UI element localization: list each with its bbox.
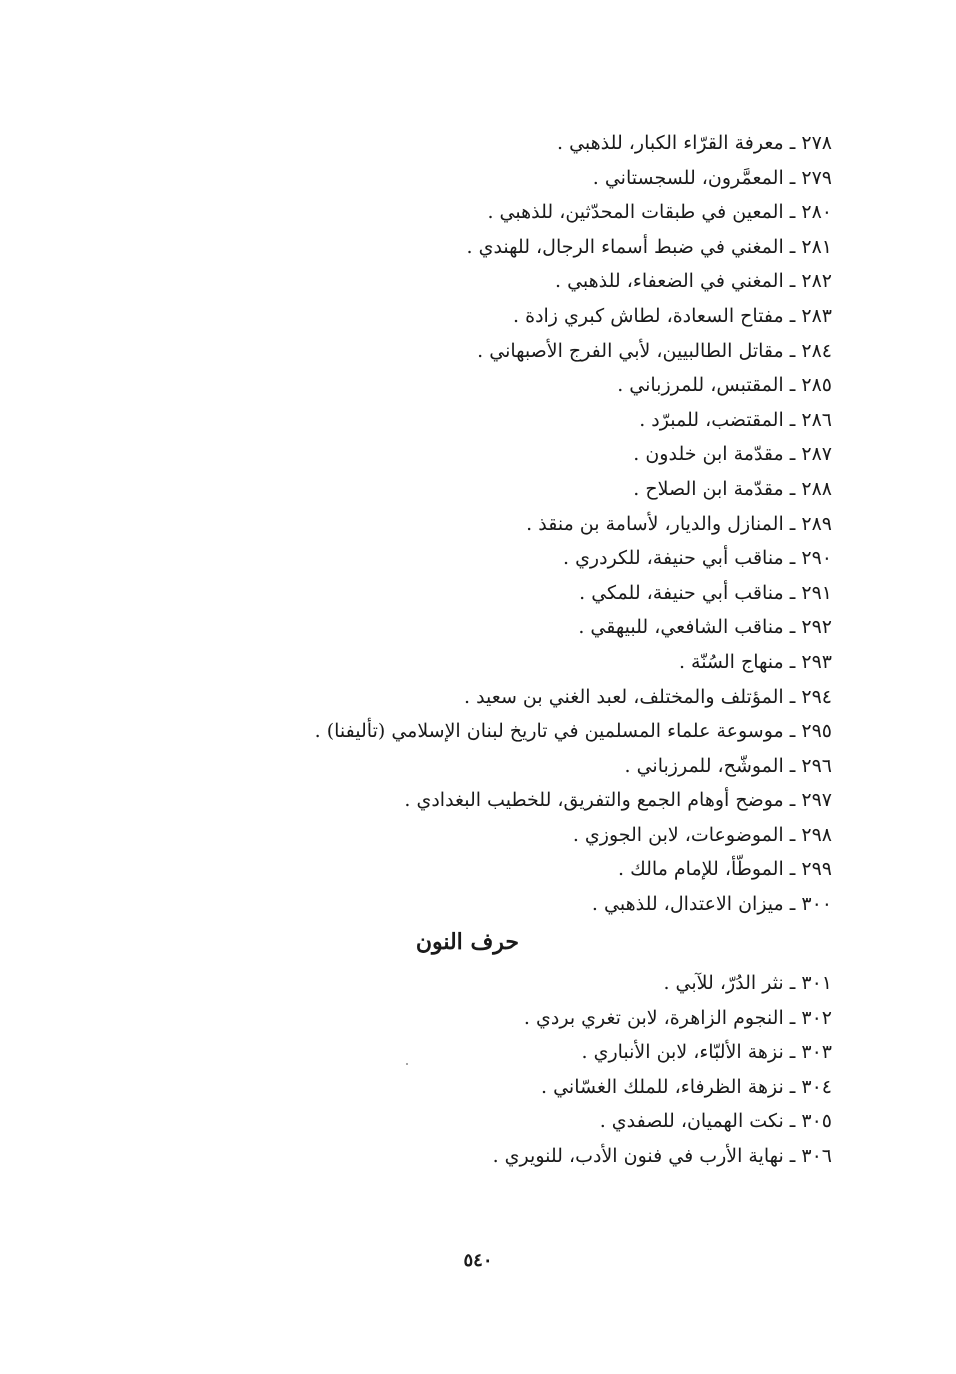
list-item: ٢٨٩ ـ المنازل والديار، لأسامة بن منقذ . <box>526 512 832 535</box>
list-item: ٢٨٠ ـ المعين في طبقات المحدّثين، للذهبي . <box>487 201 832 224</box>
list-item: ٢٧٩ ـ المعمَّرون، للسجستاني . <box>592 166 832 189</box>
list-item: ٢٧٨ ـ معرفة القرّاء الكبار، للذهبي . <box>557 132 832 154</box>
bibliography-list-noon <box>272 966 832 1174</box>
list-item: ٣٠٤ ـ نزهة الظرفاء، للملك الغسّاني . <box>541 1075 832 1098</box>
section-heading: حرف النون <box>415 929 519 955</box>
list-item: ٢٩٥ ـ موسوعة علماء المسلمين في تاريخ لبنان الإسلامي (تأليفنا) . <box>314 720 832 743</box>
list-item: ٢٩٦ ـ الموشّح، للمرزباني . <box>624 754 832 777</box>
list-item: ٢٩١ ـ مناقب أبي حنيفة، للمكي . <box>579 581 832 604</box>
list-item: ٢٩٧ ـ موضح أوهام الجمع والتفريق، للخطيب البغدادي . <box>404 789 832 812</box>
list-item: ٣٠٠ ـ ميزان الاعتدال، للذهبي . <box>591 893 832 916</box>
list-item: ٢٩٢ ـ مناقب الشافعي، للبيهقي . <box>578 616 832 639</box>
scan-speck <box>406 1063 408 1065</box>
list-item: ٣٠٣ ـ نزهة الألبّاء، لابن الأنباري . <box>581 1041 832 1064</box>
list-item: ٣٠٢ ـ النجوم الزاهرة، لابن تغري بردي . <box>523 1006 832 1029</box>
list-item: ٣٠٥ ـ نكت الهميان، للصفدي . <box>599 1110 832 1133</box>
list-item: ٢٩٤ ـ المؤتلف والمختلف، لعبد الغني بن سعيد . <box>464 685 832 708</box>
bibliography-list-meem <box>272 126 832 922</box>
list-item: ٢٩٨ ـ الموضوعات، لابن الجوزي . <box>572 823 832 846</box>
list-item: ٢٨٣ ـ مفتاح السعادة، لطاش كبري زادة . <box>513 304 832 327</box>
list-item: ٢٨٦ ـ المقتضب، للمبرّد . <box>639 408 832 431</box>
page-number <box>0 1250 956 1271</box>
list-item: ٣٠٦ ـ نهاية الأرب في فنون الأدب، للنويري . <box>492 1144 832 1167</box>
list-item: ٢٨٨ ـ مقدّمة ابن الصلاح . <box>633 477 832 500</box>
list-item: ٢٨٧ ـ مقدّمة ابن خلدون . <box>633 443 832 466</box>
list-item: ٢٨٤ ـ مقاتل الطالبيين، لأبي الفرج الأصبهاني . <box>477 339 832 362</box>
list-item: ٢٨٥ ـ المقتبس، للمرزباني . <box>617 374 832 397</box>
list-item: ٢٩٠ ـ مناقب أبي حنيفة، للكردري . <box>562 547 832 570</box>
list-item: ٢٨١ ـ المغني في ضبط أسماء الرجال، للهندي . <box>466 235 832 258</box>
page-number-text: ٥٤٠ <box>463 1250 493 1271</box>
list-item: ٢٩٩ ـ الموطّأ، للإمام مالك . <box>618 858 832 881</box>
list-item: ٢٨٢ ـ المغني في الضعفاء، للذهبي . <box>555 270 832 293</box>
list-item: ٢٩٣ ـ منهاج السُنّة . <box>678 650 832 673</box>
list-item: ٣٠١ ـ نثر الدُرّ، للآبي . <box>663 972 832 994</box>
